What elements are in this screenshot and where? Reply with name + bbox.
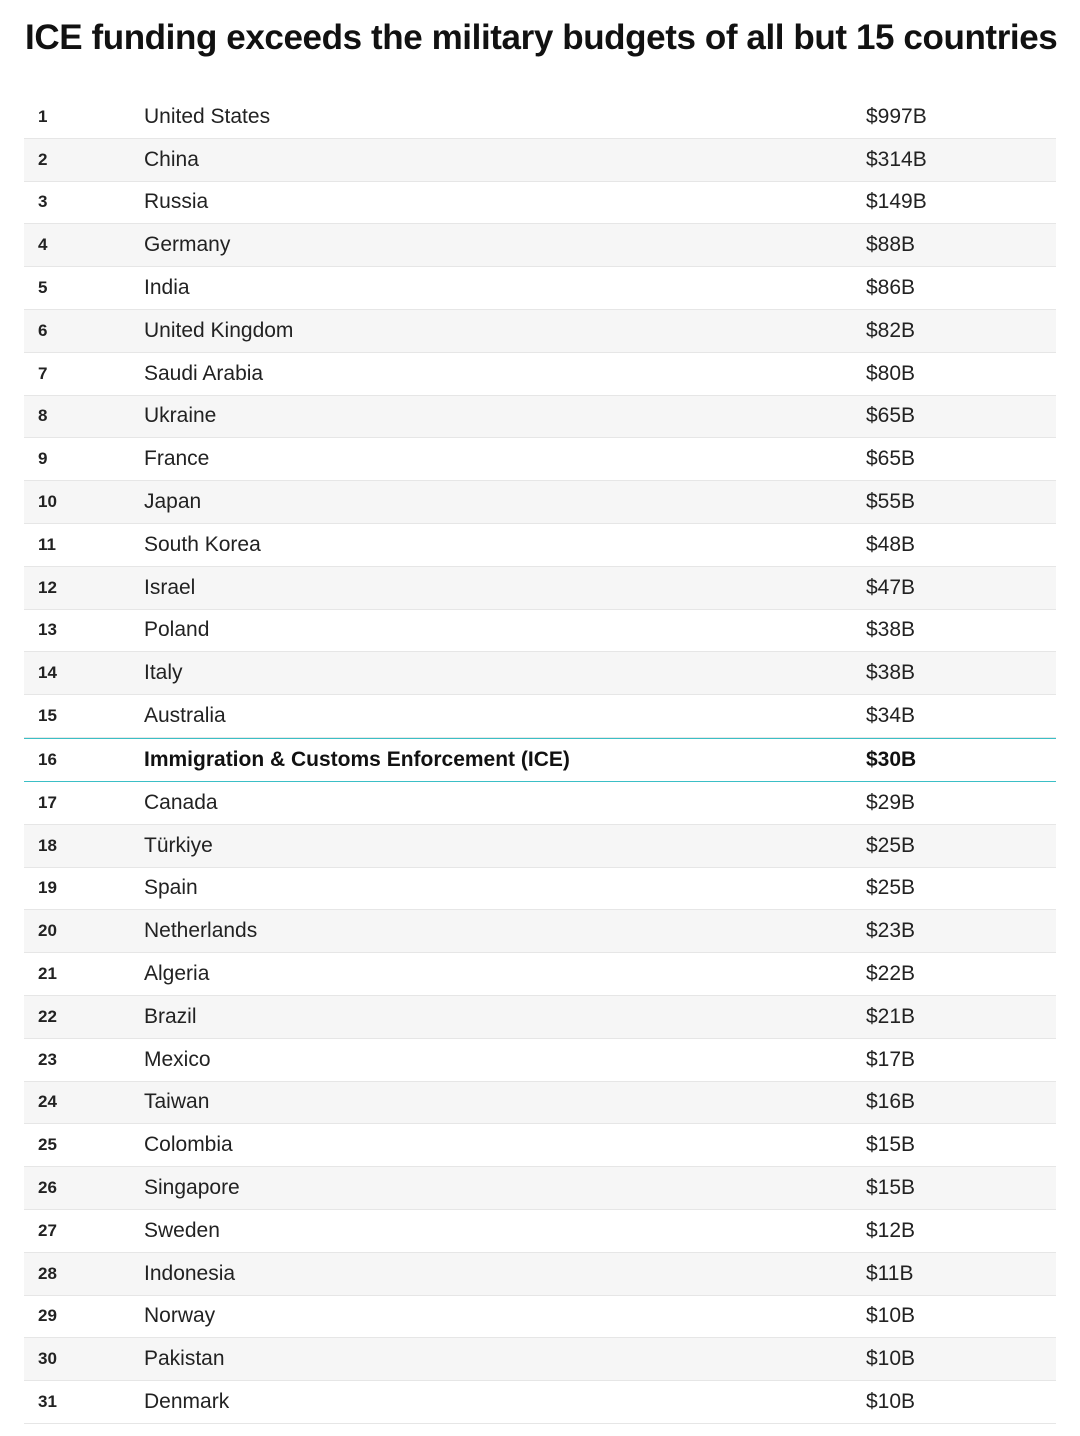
table-row bbox=[24, 224, 1056, 267]
rank-cell: 7 bbox=[38, 363, 48, 383]
table-row bbox=[24, 652, 1056, 695]
value-cell: $23B bbox=[866, 919, 916, 943]
rank-cell: 14 bbox=[38, 663, 57, 683]
table-row bbox=[24, 182, 1056, 225]
name-cell: Algeria bbox=[144, 962, 210, 986]
name-cell: Netherlands bbox=[144, 919, 258, 943]
rank-cell: 13 bbox=[38, 620, 57, 640]
table-row bbox=[24, 695, 1056, 738]
budget-table bbox=[24, 96, 1056, 1424]
name-cell: Denmark bbox=[144, 1390, 230, 1413]
name-cell: Colombia bbox=[144, 1133, 233, 1157]
name-cell: Norway bbox=[144, 1304, 216, 1328]
value-cell: $10B bbox=[866, 1304, 916, 1328]
value-cell: $25B bbox=[866, 876, 916, 900]
rank-cell: 25 bbox=[38, 1135, 57, 1155]
value-cell: $11B bbox=[866, 1261, 914, 1285]
table-row bbox=[24, 310, 1056, 353]
value-cell: $29B bbox=[866, 790, 916, 814]
name-cell: Singapore bbox=[144, 1176, 240, 1200]
rank-cell: 11 bbox=[38, 534, 56, 554]
name-cell: South Korea bbox=[144, 532, 261, 556]
value-cell: $65B bbox=[866, 404, 916, 428]
rank-cell: 26 bbox=[38, 1178, 57, 1198]
rank-cell: 8 bbox=[38, 406, 48, 426]
rank-cell: 20 bbox=[38, 921, 57, 941]
table-row bbox=[24, 96, 1056, 139]
table-row bbox=[24, 139, 1056, 182]
name-cell: Saudi Arabia bbox=[144, 361, 264, 385]
table-row bbox=[24, 1039, 1056, 1082]
table-row bbox=[24, 996, 1056, 1039]
rank-cell: 19 bbox=[38, 878, 57, 898]
table-row bbox=[24, 1167, 1056, 1210]
rank-cell: 17 bbox=[38, 792, 57, 812]
value-cell: $10B bbox=[866, 1390, 916, 1413]
name-cell: China bbox=[144, 147, 199, 171]
rank-cell: 6 bbox=[38, 320, 48, 340]
value-cell: $88B bbox=[866, 233, 916, 257]
rank-cell: 24 bbox=[38, 1092, 57, 1112]
value-cell: $25B bbox=[866, 833, 916, 857]
name-cell: Sweden bbox=[144, 1218, 220, 1242]
value-cell: $55B bbox=[866, 490, 916, 514]
rank-cell: 4 bbox=[38, 235, 48, 255]
table-row bbox=[24, 396, 1056, 439]
rank-cell: 16 bbox=[38, 749, 57, 769]
name-cell: Immigration & Customs Enforcement (ICE) bbox=[144, 747, 570, 771]
name-cell: France bbox=[144, 447, 210, 471]
rank-cell: 12 bbox=[38, 577, 57, 597]
value-cell: $997B bbox=[866, 104, 927, 128]
value-cell: $314B bbox=[866, 147, 927, 171]
name-cell: Russia bbox=[144, 190, 209, 214]
name-cell: Taiwan bbox=[144, 1090, 210, 1114]
name-cell: Pakistan bbox=[144, 1347, 225, 1371]
table-row bbox=[24, 1124, 1056, 1167]
rank-cell: 9 bbox=[38, 449, 48, 469]
table-row bbox=[24, 1253, 1056, 1296]
name-cell: Brazil bbox=[144, 1004, 197, 1028]
table-row bbox=[24, 1082, 1056, 1125]
rank-cell: 28 bbox=[38, 1263, 57, 1283]
name-cell: Mexico bbox=[144, 1047, 211, 1071]
rank-cell: 29 bbox=[38, 1306, 57, 1326]
value-cell: $15B bbox=[866, 1176, 916, 1200]
rank-cell: 27 bbox=[38, 1220, 57, 1240]
name-cell: Poland bbox=[144, 618, 210, 642]
value-cell: $38B bbox=[866, 661, 916, 685]
table-row-highlighted bbox=[24, 738, 1056, 782]
name-cell: Israel bbox=[144, 575, 196, 599]
value-cell: $80B bbox=[866, 361, 916, 385]
table-row bbox=[24, 953, 1056, 996]
table-row bbox=[24, 567, 1056, 610]
table-row bbox=[24, 610, 1056, 653]
name-cell: Spain bbox=[144, 876, 198, 900]
value-cell: $48B bbox=[866, 532, 916, 556]
rank-cell: 23 bbox=[38, 1049, 57, 1069]
table-row bbox=[24, 910, 1056, 953]
value-cell: $38B bbox=[866, 618, 916, 642]
value-cell: $86B bbox=[866, 276, 916, 300]
table-row bbox=[24, 438, 1056, 481]
table-row bbox=[24, 1296, 1056, 1339]
name-cell: Indonesia bbox=[144, 1261, 236, 1285]
table-row bbox=[24, 267, 1056, 310]
rank-cell: 1 bbox=[38, 106, 48, 126]
table-row bbox=[24, 782, 1056, 825]
value-cell: $17B bbox=[866, 1047, 916, 1071]
table-row bbox=[24, 825, 1056, 868]
name-cell: Türkiye bbox=[144, 833, 213, 857]
name-cell: Australia bbox=[144, 704, 226, 728]
value-cell: $16B bbox=[866, 1090, 916, 1114]
table-row bbox=[24, 1381, 1056, 1424]
rank-cell: 2 bbox=[38, 149, 48, 169]
value-cell: $15B bbox=[866, 1133, 916, 1157]
name-cell: India bbox=[144, 276, 190, 300]
value-cell: $34B bbox=[866, 704, 916, 728]
value-cell: $149B bbox=[866, 190, 927, 214]
table-row bbox=[24, 353, 1056, 396]
table-row bbox=[24, 1338, 1056, 1381]
rank-cell: 10 bbox=[38, 492, 57, 512]
rank-cell: 30 bbox=[38, 1349, 57, 1369]
value-cell: $21B bbox=[866, 1004, 916, 1028]
name-cell: Ukraine bbox=[144, 404, 217, 428]
rank-cell: 22 bbox=[38, 1006, 57, 1026]
name-cell: United States bbox=[144, 104, 271, 128]
value-cell: $65B bbox=[866, 447, 916, 471]
table-row bbox=[24, 481, 1056, 524]
name-cell: Italy bbox=[144, 661, 183, 685]
value-cell: $30B bbox=[866, 747, 917, 771]
rank-cell: 21 bbox=[38, 964, 57, 984]
table-row bbox=[24, 524, 1056, 567]
rank-cell: 15 bbox=[38, 706, 57, 726]
name-cell: United Kingdom bbox=[144, 318, 294, 342]
value-cell: $82B bbox=[866, 318, 916, 342]
value-cell: $10B bbox=[866, 1347, 916, 1371]
rank-cell: 3 bbox=[38, 192, 48, 212]
chart-title: ICE funding exceeds the military budgets of all but 15 countries bbox=[25, 18, 1058, 57]
rank-cell: 18 bbox=[38, 835, 57, 855]
rank-cell: 5 bbox=[38, 278, 48, 298]
value-cell: $12B bbox=[866, 1218, 916, 1242]
rank-cell: 31 bbox=[38, 1392, 57, 1411]
name-cell: Japan bbox=[144, 490, 202, 514]
value-cell: $22B bbox=[866, 962, 916, 986]
value-cell: $47B bbox=[866, 575, 916, 599]
name-cell: Germany bbox=[144, 233, 231, 257]
table-row bbox=[24, 868, 1056, 911]
name-cell: Canada bbox=[144, 790, 218, 814]
table-row bbox=[24, 1210, 1056, 1253]
